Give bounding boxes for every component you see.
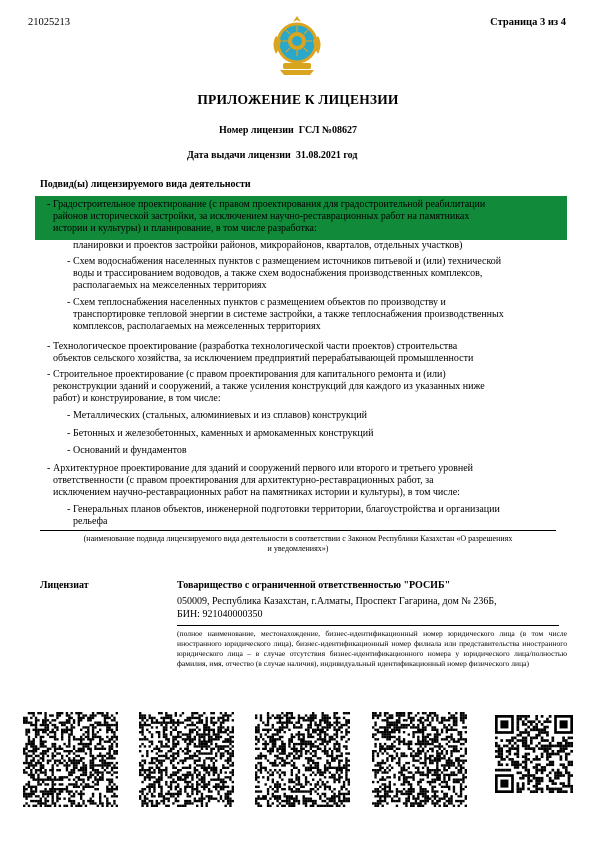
list-item: - Строительное проектирование (с правом проектирования для капитального ремонта и (или): [47, 369, 446, 380]
license-number-value: ГСЛ №08627: [298, 125, 357, 136]
list-subitem-line: рельефа: [73, 516, 108, 527]
list-item-line: реконструкции зданий и сооружений, а также усиления конструкций для каждого из указанных ниже: [53, 381, 485, 392]
list-item: - Архитектурное проектирование для зданий и сооружений первого или второго и третьего уровней: [47, 463, 474, 474]
list-subitem: - Схем теплоснабжения населенных пунктов с размещением объектов по производству и: [67, 297, 446, 308]
qr-code-icon: [372, 712, 467, 807]
qr-code-icon: [23, 712, 118, 807]
page-number: Страница 3 из 4: [490, 17, 566, 28]
license-date-value: 31.08.2021 год: [295, 150, 358, 161]
list-subitem: - Генеральных планов объектов, инженерной подготовки территории, благоустройства и организации: [67, 504, 500, 515]
subtype-footnote: (наименование подвида лицензируемого вида деятельности в соответствии с Законом Республики Казахстан «О разрешениях и уведомлениях»): [83, 534, 513, 553]
divider: [40, 530, 556, 531]
licensee-name: Товарищество с ограниченной ответственностью "РОСИБ": [177, 580, 451, 591]
licensee-note: (полное наименование, местонахождение, бизнес-идентификационный номер юридического лица (в том числе иностранного юридического лица), бизнес-идентификационный номер филиала или представительства иностранного юридического лица – в случае отсутствия бизнес-идентификационного номера у юридического лица/полностью фамилия, имя, отчество (в случае наличия), индивидуальный идентификационный номер физического лица): [177, 629, 567, 668]
list-item-line: ответственности (с правом проектирования для архитектурно-реставрационных работ, за: [53, 475, 434, 486]
qr-code-icon: [139, 712, 234, 807]
licensee-label: Лицензиат: [40, 580, 89, 591]
list-subitem: - Схем водоснабжения населенных пунктов с размещением источников питьевой и (или) технической: [67, 256, 502, 267]
licensee-address: 050009, Республика Казахстан, г.Алматы, Проспект Гагарина, дом № 236Б, БИН: 921040000350: [177, 596, 497, 620]
list-subitem: - Металлических (стальных, алюминиевых и из сплавов) конструкций: [67, 410, 367, 421]
page-title: ПРИЛОЖЕНИЕ К ЛИЦЕНЗИИ: [197, 92, 399, 107]
list-item: - Градостроительное проектирование (с правом проектирования для градостроительной реабилитации: [47, 199, 486, 210]
license-number-label: Номер лицензии: [219, 125, 294, 136]
list-item: - Технологическое проектирование (разработка технологической части проектов) строительства: [47, 341, 458, 352]
list-subitem-line: транспортировке тепловой энергии в системе застройки, а также теплоснабжения производственных: [73, 309, 504, 320]
qr-code-icon: [255, 712, 350, 807]
list-subitem: - Оснований и фундаментов: [67, 445, 187, 456]
license-date-label: Дата выдачи лицензии: [187, 150, 291, 161]
list-item-line: объектов сельского хозяйства, за исключением предприятий перерабатывающей промышленности: [53, 353, 474, 364]
section-heading: Подвид(ы) лицензируемого вида деятельности: [40, 179, 251, 190]
list-item-line: работ) и конструирование, в том числе:: [53, 393, 221, 404]
list-subitem: планировки и проектов застройки районов, микрорайонов, кварталов, отдельных участков): [73, 240, 463, 251]
document-id: 21025213: [28, 17, 70, 28]
list-subitem-line: комплексов, располагаемых на межселенных территориях: [73, 321, 321, 332]
list-subitem-line: воды и трассированием водоводов, а также схем водоснабжения производственных комплексов,: [73, 268, 483, 279]
list-item-line: исключением научно-реставрационных работ на памятниках истории и культуры), в том числе:: [53, 487, 460, 498]
list-subitem-line: располагаемых на межселенных территориях: [73, 280, 267, 291]
divider: [177, 625, 559, 626]
list-item-line: районов исторической застройки, за исключением научно-реставрационных работ на памятниках: [53, 211, 470, 222]
list-item-line: истории и культуры) и планирование, в том числе разработка:: [53, 223, 317, 234]
list-subitem: - Бетонных и железобетонных, каменных и армокаменных конструкций: [67, 428, 374, 439]
qr-code-icon: [495, 715, 573, 793]
